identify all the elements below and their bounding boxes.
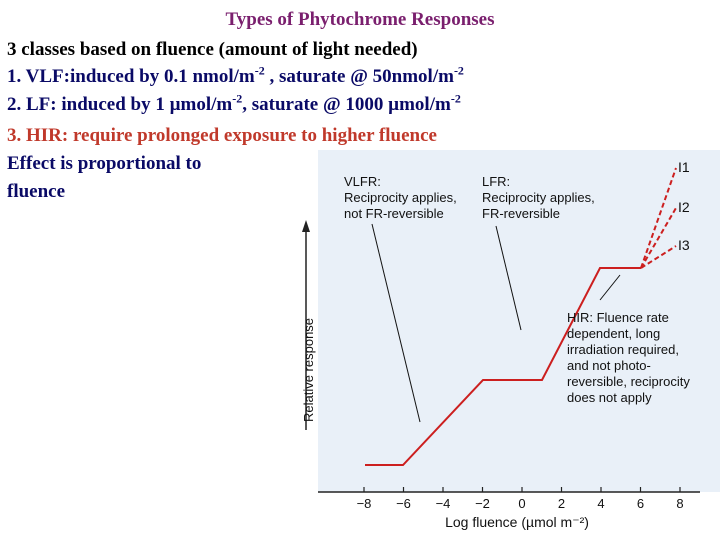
lf-sup-1: -2: [232, 91, 243, 106]
hir-label-line: and not photo-: [567, 358, 651, 373]
vlf-text-a: 1. VLF:induced by 0.1 nmol/m: [7, 66, 255, 87]
hir-label-line: irradiation required,: [567, 342, 680, 357]
hir-description: 3. HIR: require prolonged exposure to higher fluence: [7, 125, 437, 146]
lf-text-b: , saturate @ 1000 µmol/m: [242, 94, 451, 115]
x-tick-label: 4: [597, 496, 605, 511]
hir-label-line: HIR: Fluence rate: [567, 310, 669, 325]
vlf-description: [7, 65, 464, 89]
x-tick-label: −4: [435, 496, 451, 511]
proportional-text: Effect is proportional to: [7, 153, 202, 174]
x-tick-label: −6: [396, 496, 411, 511]
x-axis-label: Log fluence (µmol m⁻²): [445, 514, 589, 530]
lfr-label-line: LFR:: [482, 174, 511, 189]
x-tick-label: 8: [676, 496, 684, 511]
x-tick-label: −8: [356, 496, 372, 511]
x-tick-label: 0: [518, 496, 526, 511]
hir-label-line: does not apply: [567, 390, 652, 405]
vlf-sup-1: -2: [254, 63, 265, 78]
curve-label-i1: I1: [678, 159, 690, 175]
curve-label-i3: I3: [678, 237, 690, 253]
lfr-label-line: FR-reversible: [482, 206, 561, 221]
y-axis-label: Relative response: [301, 317, 316, 423]
vlfr-label-line: not FR-reversible: [344, 206, 444, 221]
x-tick-label: 2: [557, 496, 566, 511]
vlfr-label-line: VLFR:: [344, 174, 381, 189]
hir-label-line: dependent, long: [567, 326, 661, 341]
hir-label-line: reversible, reciprocity: [567, 374, 690, 389]
slide-title: Types of Phytochrome Responses: [225, 9, 495, 30]
vlf-text-b: , saturate @ 50nmol/m: [264, 66, 454, 87]
curve-label-i2: I2: [678, 199, 690, 215]
lf-sup-2: -2: [450, 91, 461, 106]
vlfr-label-line: Reciprocity applies,: [344, 190, 457, 205]
classes-intro-text: 3 classes based on fluence (amount of light needed): [7, 39, 418, 60]
x-tick-label: 6: [636, 496, 645, 511]
lf-description: [7, 93, 461, 117]
phytochrome-response-figure: [290, 150, 720, 540]
fluence-text: fluence: [7, 181, 66, 202]
lfr-label-line: Reciprocity applies,: [482, 190, 595, 205]
lf-text-a: 2. LF: induced by 1 µmol/m: [7, 94, 233, 115]
y-axis-arrowhead: [302, 220, 310, 232]
x-tick-label: −2: [475, 496, 490, 511]
vlf-sup-2: -2: [453, 63, 464, 78]
